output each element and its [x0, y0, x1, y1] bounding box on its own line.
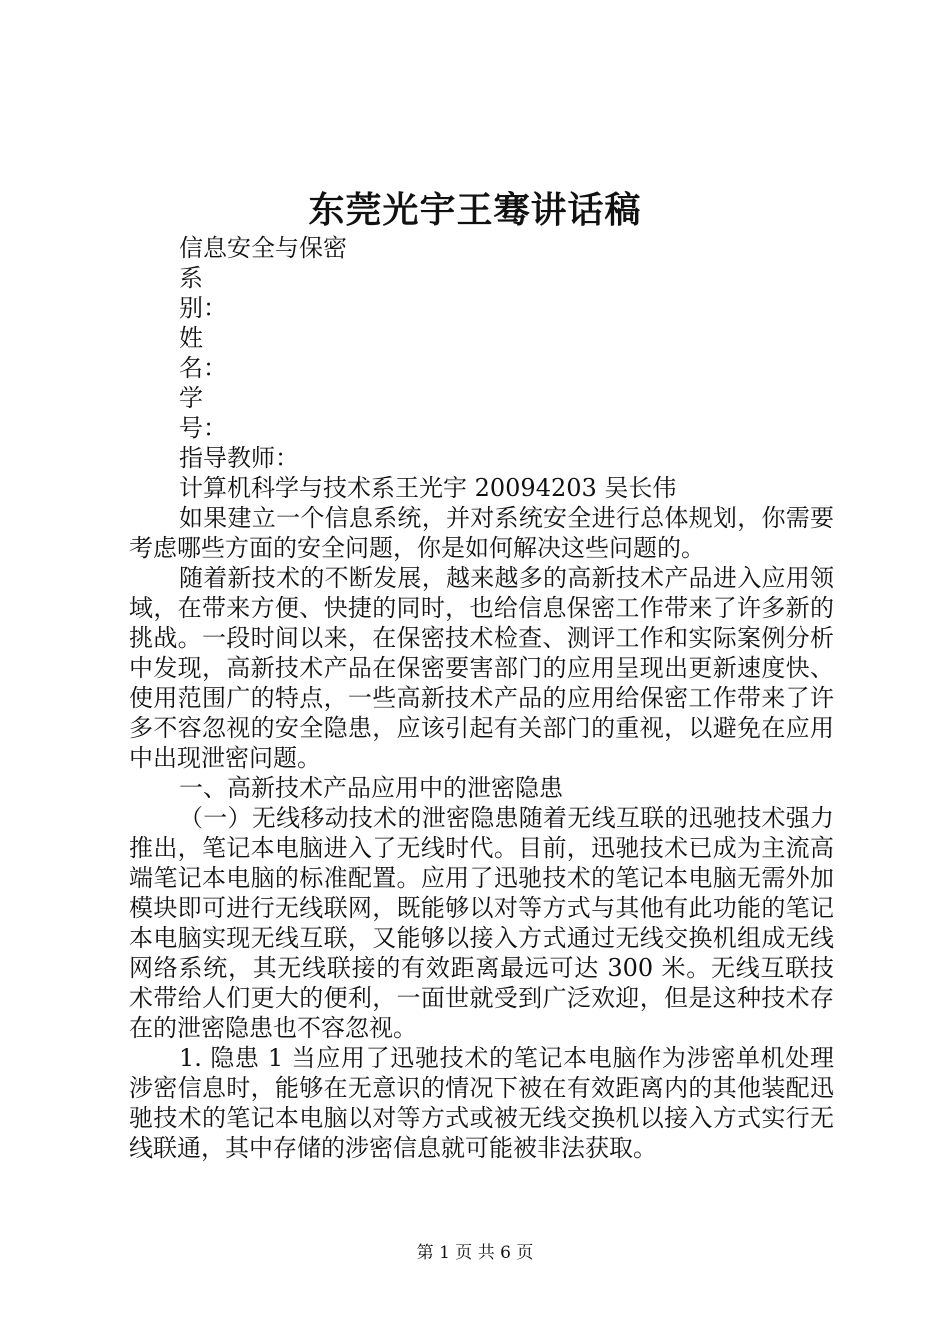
name-label-part-2: 名： — [179, 354, 227, 382]
department-label-part-2: 别： — [179, 294, 227, 322]
student-id-label-part-1: 学 — [179, 384, 203, 412]
name-label-part-1: 姓 — [179, 324, 203, 352]
advisor-label: 指导教师： — [179, 444, 299, 472]
question-paragraph: 如果建立一个信息系统，并对系统安全进行总体规划，你需要考虑哪些方面的安全问题，你是如何解决这些问题的。 — [129, 504, 834, 562]
document-title: 东莞光宇王骞讲话稿 — [308, 189, 642, 231]
student-info-line: 计算机科学与技术系王光宇 20094203 吴长伟 — [179, 474, 677, 502]
risk-one-paragraph: 1. 隐患 1 当应用了迅驰技术的笔记本电脑作为涉密单机处理涉密信息时，能够在无意识的情况下被在有效距离内的其他装配迅驰技术的笔记本电脑以对等方式或被无线交换机以接入方式实行无线联通，其中存储的涉密信息就可能被非法获取。 — [129, 1044, 834, 1162]
wireless-risk-paragraph: （一）无线移动技术的泄密隐患随着无线互联的迅驰技术强力推出，笔记本电脑进入了无线时代。目前，迅驰技术已成为主流高端笔记本电脑的标准配置。应用了迅驰技术的笔记本电脑无需外加模块即可进行无线联网，既能够以对等方式与其他有此功能的笔记本电脑实现无线互联，又能够以接入方式通过无线交换机组成无线网络系统，其无线联接的有效距离最远可达 300 米。无线互联技术带给人们更大的便利，一面世就受到广泛欢迎，但是这种技术存在的泄密隐患也不容忽视。 — [129, 804, 834, 1042]
document-body — [129, 233, 834, 1163]
intro-paragraph: 随着新技术的不断发展，越来越多的高新技术产品进入应用领域，在带来方便、快捷的同时，也给信息保密工作带来了许多新的挑战。一段时间以来，在保密技术检查、测评工作和实际案例分析中发现，高新技术产品在保密要害部门的应用呈现出更新速度快、使用范围广的特点，一些高新技术产品的应用给保密工作带来了许多不容忽视的安全隐患，应该引起有关部门的重视，以避免在应用中出现泄密问题。 — [129, 564, 834, 772]
student-id-label-part-2: 号： — [179, 414, 227, 442]
page-number-footer: 第 1 页 共 6 页 — [416, 1243, 534, 1263]
section-heading: 一、高新技术产品应用中的泄密隐患 — [179, 774, 563, 802]
course-name-line: 信息安全与保密 — [179, 234, 347, 262]
department-label-part-1: 系 — [179, 264, 203, 292]
